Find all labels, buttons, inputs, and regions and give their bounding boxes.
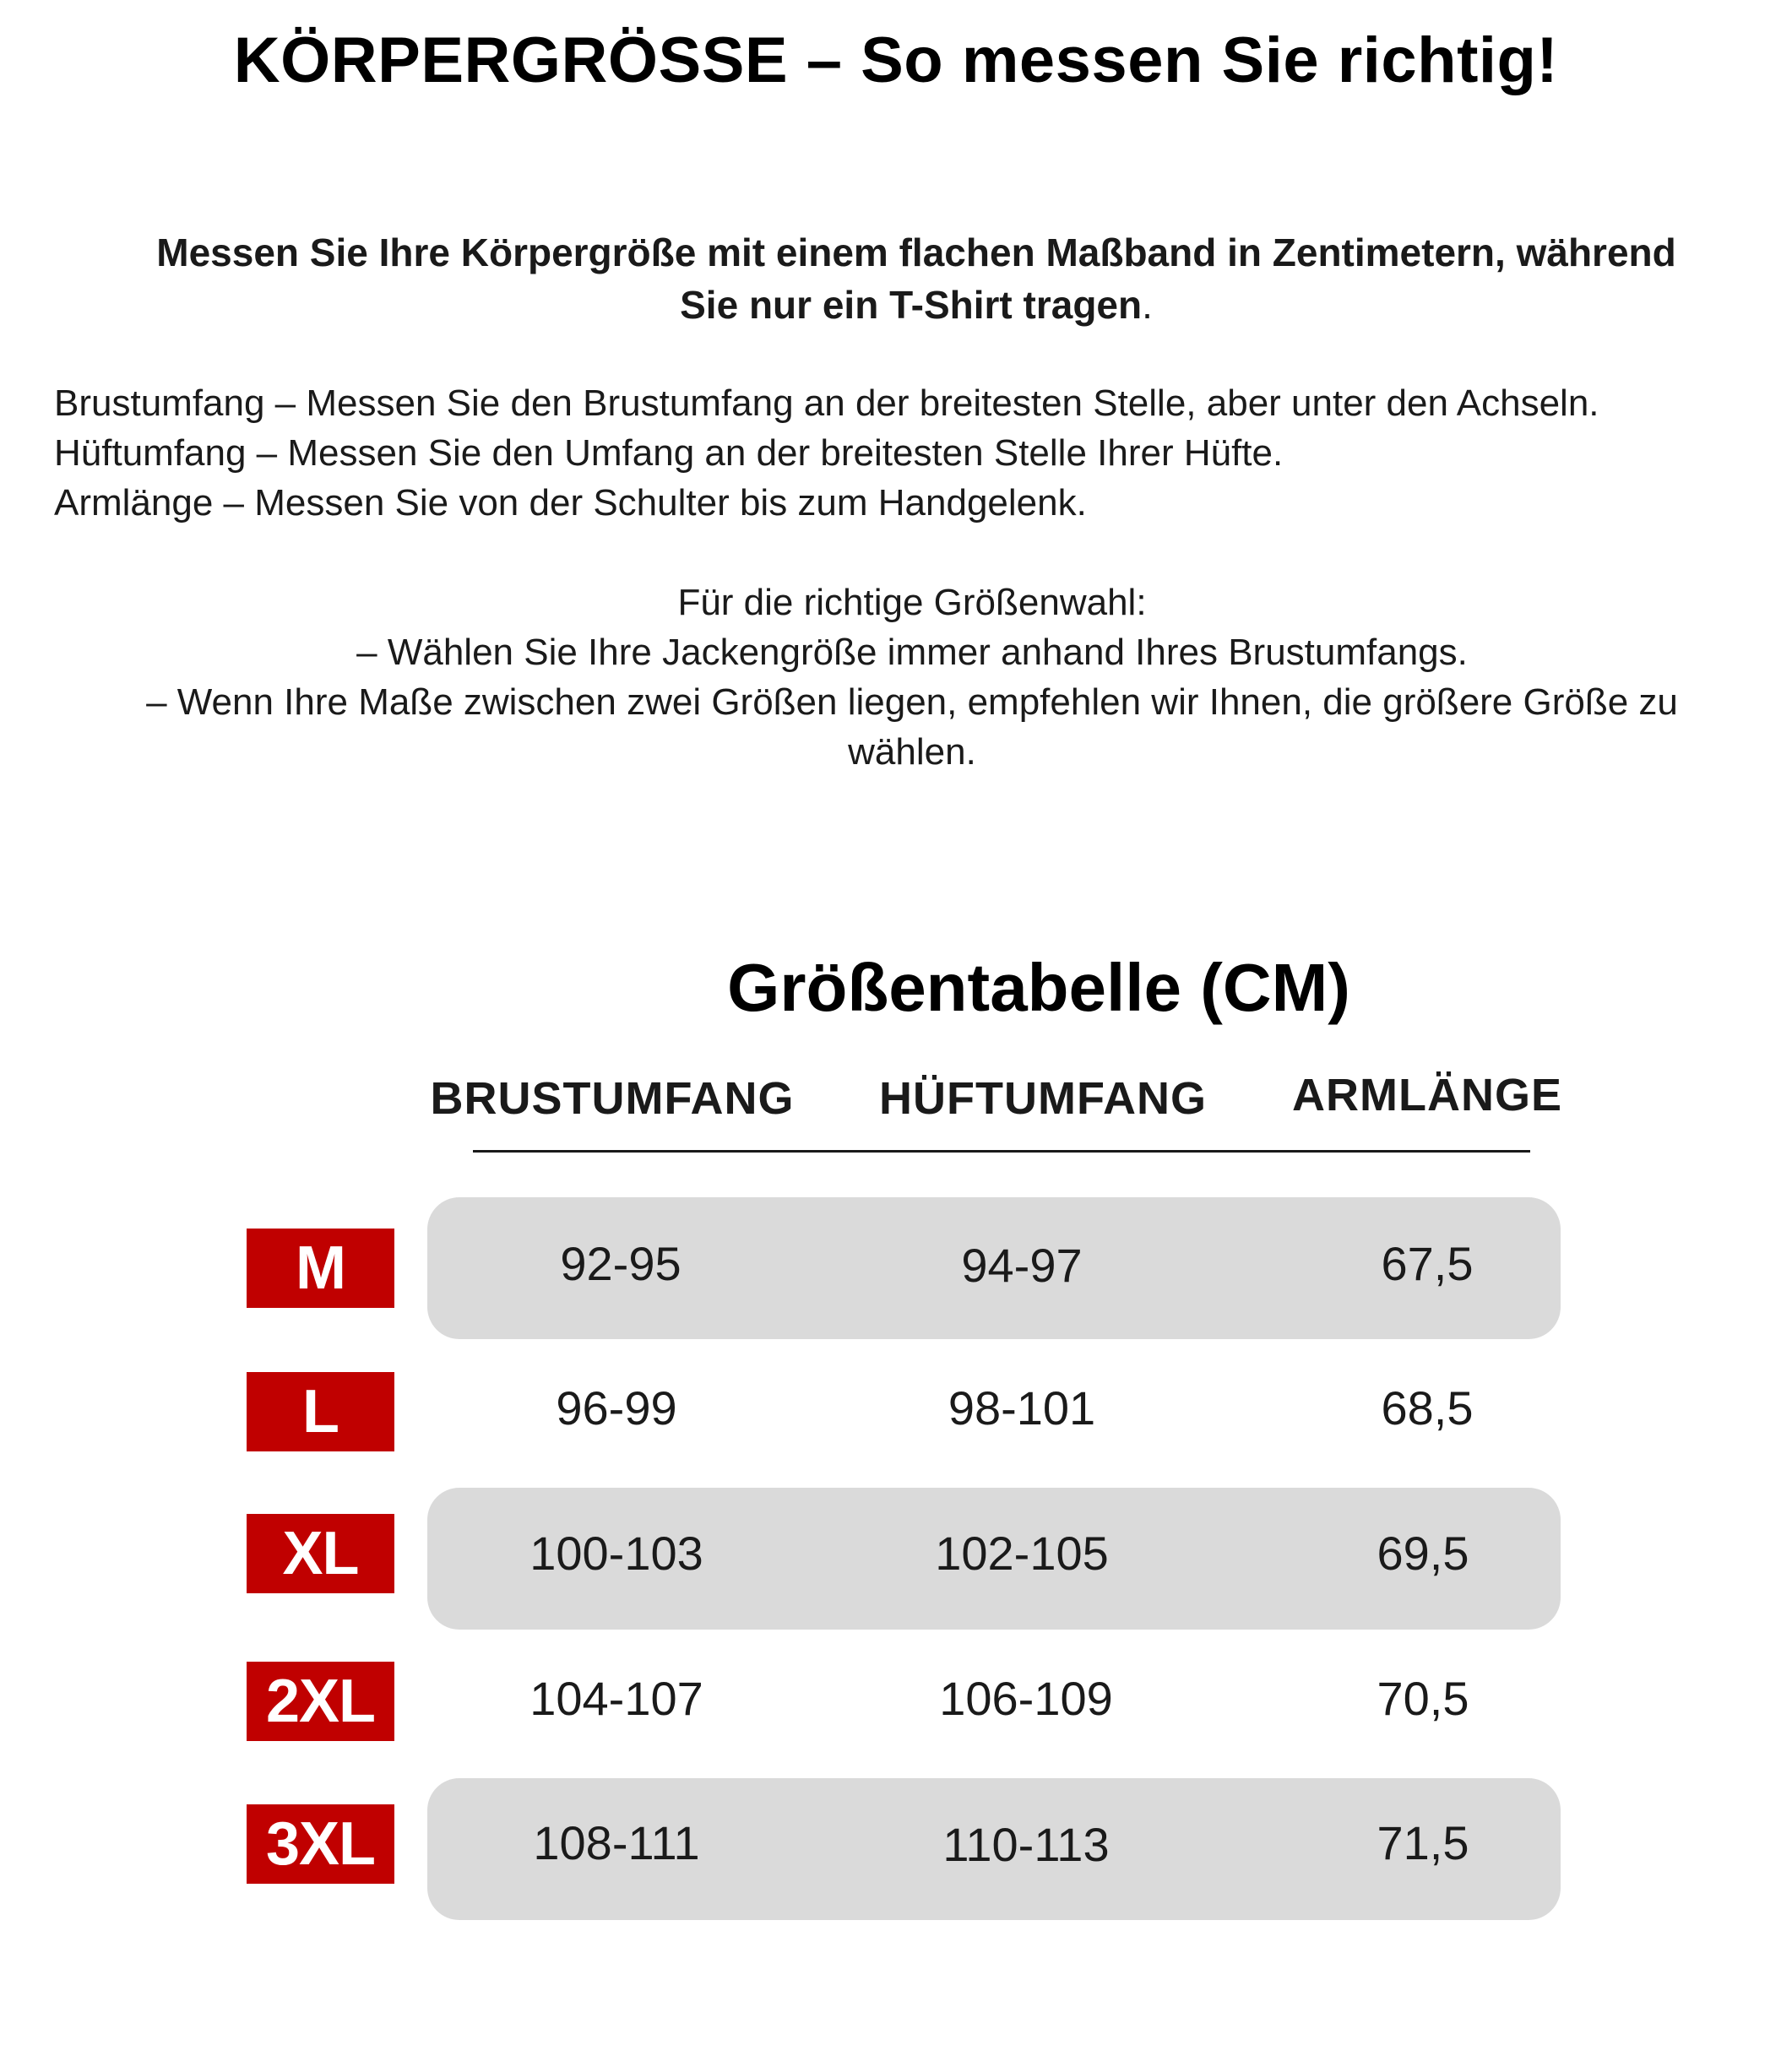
cell-xl-chest: 100-103 [529,1527,703,1580]
advice-line-3: wählen. [848,731,976,773]
cell-2xl-arm: 70,5 [1377,1672,1469,1725]
cell-3xl-chest: 108-111 [533,1816,700,1869]
cell-3xl-hip: 110-113 [942,1818,1110,1871]
column-header-arm: ARMLÄNGE [1292,1070,1562,1120]
advice-heading: Für die richtige Größenwahl: [677,582,1147,623]
definition-arm: Armlänge – Messen Sie von der Schulter bis zum Handgelenk. [54,482,1087,523]
column-header-hip: HÜFTUMFANG [879,1073,1207,1124]
cell-2xl-chest: 104-107 [529,1672,703,1725]
advice-line-1: – Wählen Sie Ihre Jackengröße immer anhand Ihres Brustumfangs. [356,632,1468,673]
header-divider [473,1150,1530,1153]
cell-l-arm: 68,5 [1381,1381,1474,1435]
size-badge-l: L [247,1372,394,1451]
size-table-title: Größentabelle (CM) [727,950,1350,1025]
intro-text [51,226,1782,331]
definition-chest: Brustumfang – Messen Sie den Brustumfang an der breitesten Stelle, aber unter den Achseln. [54,382,1599,424]
size-badge-xl: XL [247,1514,394,1593]
size-badge-2xl: 2XL [247,1662,394,1741]
cell-xl-hip: 102-105 [935,1527,1109,1580]
column-header-chest: BRUSTUMFANG [430,1073,795,1124]
intro-line-2 [51,279,1782,331]
cell-m-chest: 92-95 [560,1237,682,1290]
cell-m-arm: 67,5 [1381,1237,1474,1290]
measurement-definitions [54,378,1792,528]
size-advice [59,578,1765,777]
size-badge-3xl: 3XL [247,1804,394,1884]
size-badge-m: M [247,1229,394,1308]
cell-l-chest: 96-99 [556,1381,677,1435]
advice-line-2: – Wenn Ihre Maße zwischen zwei Größen liegen, empfehlen wir Ihnen, die größere Größe zu [146,681,1678,723]
cell-l-hip: 98-101 [948,1381,1096,1435]
cell-m-hip: 94-97 [961,1239,1083,1292]
definition-hip: Hüftumfang – Messen Sie den Umfang an der breitesten Stelle Ihrer Hüfte. [54,432,1284,474]
page-title: KÖRPERGRÖSSE – So messen Sie richtig! [233,24,1559,96]
cell-xl-arm: 69,5 [1377,1527,1469,1580]
cell-3xl-arm: 71,5 [1377,1816,1469,1869]
cell-2xl-hip: 106-109 [939,1672,1113,1725]
intro-line-2-end: . [1142,283,1153,327]
intro-line-2-text: Sie nur ein T-Shirt tragen [680,283,1143,327]
intro-line-1: Messen Sie Ihre Körpergröße mit einem flachen Maßband in Zentimetern, während [156,231,1676,274]
